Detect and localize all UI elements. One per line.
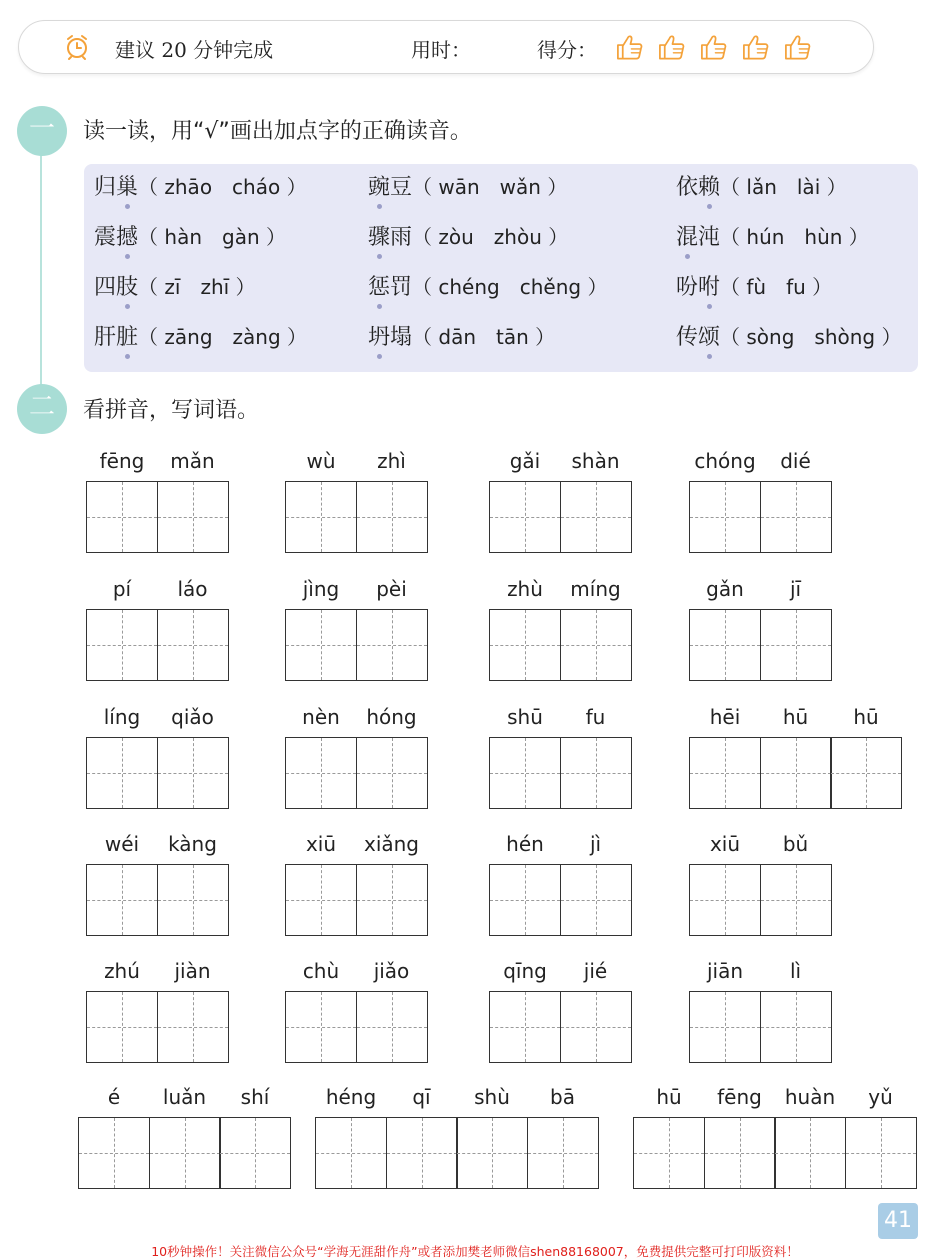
writing-grid-cell[interactable] (78, 1117, 150, 1189)
pronunciation-box (84, 164, 918, 372)
writing-grid-cell[interactable] (285, 737, 357, 809)
thumbs-up-icon[interactable] (783, 32, 812, 62)
word-char: 豌 (368, 170, 390, 201)
header-bar (18, 20, 874, 74)
writing-grid-cell[interactable] (157, 991, 229, 1063)
word-char: 雨 (390, 225, 413, 250)
writing-grid-cell[interactable] (704, 1117, 776, 1189)
writing-grid-cell[interactable] (489, 481, 561, 553)
pinyin-syllable: mǎn (170, 449, 215, 473)
writing-grid-cell[interactable] (157, 609, 229, 681)
writing-grid-cell[interactable] (86, 864, 158, 936)
pinyin-options[interactable]: （ hún hùn ） (720, 225, 869, 249)
pinyin-syllable: yǔ (868, 1085, 893, 1109)
pinyin-syllable: líng (103, 705, 141, 729)
pinyin-syllable: hū (656, 1085, 682, 1109)
writing-grid-cell[interactable] (760, 481, 832, 553)
pinyin-options[interactable]: （ zī zhī ） (138, 275, 256, 299)
writing-grid-cell[interactable] (489, 737, 561, 809)
pronunciation-item (94, 270, 256, 301)
word-char: 惩 (368, 270, 390, 301)
pinyin-syllable: gǎi (509, 449, 541, 473)
writing-grid-cell[interactable] (760, 609, 832, 681)
pinyin-syllable: shū (507, 705, 543, 729)
word-char: 咐 (698, 270, 720, 301)
pinyin-syllable: qiǎo (171, 705, 214, 729)
writing-grid-cell[interactable] (285, 864, 357, 936)
pronunciation-item (368, 270, 607, 301)
thumbs-up-icon[interactable] (657, 32, 686, 62)
pinyin-syllable: zhú (104, 959, 140, 983)
pinyin-syllable: gǎn (706, 577, 744, 601)
writing-grid-cell[interactable] (356, 737, 428, 809)
pinyin-syllable: shàn (571, 449, 620, 473)
pinyin-syllable: hēi (709, 705, 741, 729)
section2-title: 看拼音，写词语。 (83, 398, 260, 423)
word-char: 赖 (698, 170, 720, 201)
writing-grid-cell[interactable] (689, 609, 761, 681)
pinyin-options[interactable]: （ lǎn lài ） (720, 175, 847, 199)
pinyin-syllable: jiǎo (373, 959, 410, 983)
writing-grid-cell[interactable] (356, 481, 428, 553)
pinyin-syllable: láo (177, 577, 208, 601)
word-char: 依 (676, 175, 699, 200)
writing-grid-cell[interactable] (689, 481, 761, 553)
writing-grid-cell[interactable] (489, 864, 561, 936)
emphasis-dot (707, 204, 712, 209)
word-char: 塌 (390, 325, 413, 350)
pinyin-syllable: fēng (99, 449, 145, 473)
word-char: 罚 (390, 275, 413, 300)
writing-grid-cell[interactable] (86, 609, 158, 681)
word-char: 传 (676, 325, 699, 350)
pronunciation-item (676, 320, 901, 351)
writing-grid-cell[interactable] (86, 481, 158, 553)
writing-grid-cell[interactable] (560, 737, 632, 809)
word-char: 肢 (116, 270, 138, 301)
pinyin-syllable: qī (412, 1085, 431, 1109)
writing-grid-cell[interactable] (219, 1117, 291, 1189)
emphasis-dot (685, 254, 690, 259)
emphasis-dot (377, 354, 382, 359)
writing-grid-cell[interactable] (830, 737, 902, 809)
word-char: 沌 (698, 225, 721, 250)
thumbs-up-icon[interactable] (699, 32, 728, 62)
footer-note: 10秒钟操作！关注微信公众号“学海无涯甜作舟”或者添加樊老师微信shen88168007，免费提供完整可打印版资料！ (151, 1244, 799, 1259)
pinyin-syllable: fēng (717, 1085, 762, 1109)
pronunciation-item (676, 220, 869, 251)
pinyin-syllable: huàn (784, 1085, 836, 1109)
writing-grid-cell[interactable] (285, 609, 357, 681)
pinyin-options[interactable]: （ zhāo cháo ） (138, 175, 307, 199)
word-char: 坍 (368, 320, 390, 351)
emphasis-dot (125, 354, 130, 359)
writing-grid-cell[interactable] (356, 991, 428, 1063)
alarm-clock-icon (63, 33, 91, 61)
pinyin-syllable: jiān (706, 959, 744, 983)
writing-grid-cell[interactable] (760, 991, 832, 1063)
thumbs-up-icon[interactable] (615, 32, 644, 62)
writing-grid-cell[interactable] (560, 481, 632, 553)
writing-grid-cell[interactable] (386, 1117, 458, 1189)
writing-grid-cell[interactable] (689, 991, 761, 1063)
pronunciation-item (94, 220, 286, 251)
pinyin-syllable: jī (789, 577, 802, 601)
section-connector-line (40, 152, 42, 392)
emphasis-dot (377, 254, 382, 259)
pinyin-syllable: wù (306, 449, 336, 473)
pinyin-syllable: hū (853, 705, 879, 729)
writing-grid-cell[interactable] (689, 864, 761, 936)
pinyin-syllable: qīng (503, 959, 547, 983)
pinyin-options[interactable]: （ wān wǎn ） (412, 175, 568, 199)
score-thumbs (615, 32, 812, 62)
pinyin-options[interactable]: （ zāng zàng ） (138, 325, 307, 349)
pinyin-syllable: dié (780, 449, 811, 473)
pinyin-syllable: hóng (366, 705, 417, 729)
pronunciation-item (676, 270, 832, 301)
writing-grid-cell[interactable] (689, 737, 761, 809)
pinyin-options[interactable]: （ fù fu ） (720, 275, 833, 299)
pronunciation-item (94, 320, 307, 351)
emphasis-dot (125, 254, 130, 259)
writing-grid-cell[interactable] (157, 737, 229, 809)
time-used-label: 用时： (411, 38, 471, 62)
writing-grid-cell[interactable] (315, 1117, 387, 1189)
writing-grid-cell[interactable] (285, 481, 357, 553)
pinyin-syllable: hén (506, 832, 544, 856)
pinyin-syllable: jì (589, 832, 602, 856)
pinyin-options[interactable]: （ sòng shòng ） (720, 325, 902, 349)
pinyin-syllable: é (107, 1085, 121, 1109)
pinyin-syllable: kàng (168, 832, 217, 856)
pinyin-syllable: jìng (302, 577, 340, 601)
pinyin-syllable: shí (240, 1085, 270, 1109)
emphasis-dot (125, 204, 130, 209)
writing-grid-cell[interactable] (560, 609, 632, 681)
pinyin-options[interactable]: （ zòu zhòu ） (412, 225, 569, 249)
pinyin-syllable: pèi (376, 577, 407, 601)
word-char: 吩 (676, 275, 699, 300)
writing-grid-cell[interactable] (285, 991, 357, 1063)
emphasis-dot (377, 304, 382, 309)
score-label: 得分： (537, 38, 597, 62)
pinyin-syllable: luǎn (162, 1085, 207, 1109)
word-char: 撼 (116, 220, 138, 251)
writing-grid-cell[interactable] (86, 991, 158, 1063)
pinyin-syllable: zhù (507, 577, 543, 601)
pinyin-options[interactable]: （ dān tān ） (412, 325, 556, 349)
writing-grid-cell[interactable] (356, 609, 428, 681)
writing-grid-cell[interactable] (489, 609, 561, 681)
emphasis-dot (707, 304, 712, 309)
pronunciation-item (368, 320, 555, 351)
pronunciation-item (676, 170, 847, 201)
pinyin-syllable: xiū (709, 832, 741, 856)
writing-grid-cell[interactable] (774, 1117, 846, 1189)
writing-grid-cell[interactable] (456, 1117, 528, 1189)
word-char: 颂 (698, 320, 720, 351)
word-char: 脏 (116, 320, 138, 351)
pinyin-syllable: míng (570, 577, 621, 601)
writing-grid-cell[interactable] (527, 1117, 599, 1189)
word-char: 骤 (368, 220, 390, 251)
section1-title: 读一读，用“√”画出加点字的正确读音。 (83, 119, 472, 144)
section1-number: 一 (17, 106, 67, 156)
pinyin-syllable: pí (112, 577, 132, 601)
thumbs-up-icon[interactable] (741, 32, 770, 62)
pinyin-syllable: jiàn (174, 959, 211, 983)
word-char: 豆 (390, 175, 413, 200)
pronunciation-item (368, 220, 568, 251)
writing-grid-cell[interactable] (149, 1117, 221, 1189)
page-number: 41 (878, 1203, 918, 1239)
pinyin-syllable: hū (782, 705, 809, 729)
writing-grid-cell[interactable] (157, 481, 229, 553)
pinyin-syllable: xiǎng (363, 832, 420, 856)
word-char: 震 (94, 225, 117, 250)
pinyin-syllable: fu (585, 705, 606, 729)
writing-grid-cell[interactable] (633, 1117, 705, 1189)
word-char: 混 (676, 220, 698, 251)
word-char: 归 (94, 175, 117, 200)
emphasis-dot (125, 304, 130, 309)
word-char: 四 (94, 275, 117, 300)
writing-grid-cell[interactable] (86, 737, 158, 809)
pinyin-syllable: xiū (305, 832, 337, 856)
pinyin-options[interactable]: （ hàn gàn ） (138, 225, 286, 249)
writing-grid-cell[interactable] (760, 737, 832, 809)
writing-grid-cell[interactable] (560, 991, 632, 1063)
pinyin-syllable: jié (583, 959, 608, 983)
writing-grid-cell[interactable] (356, 864, 428, 936)
pinyin-syllable: zhì (377, 449, 406, 473)
pinyin-syllable: héng (325, 1085, 377, 1109)
writing-grid-cell[interactable] (489, 991, 561, 1063)
pronunciation-item (368, 170, 567, 201)
suggested-time: 建议 20 分钟完成 (115, 38, 274, 62)
pinyin-syllable: nèn (302, 705, 340, 729)
writing-grid-cell[interactable] (760, 864, 832, 936)
pinyin-syllable: chóng (694, 449, 756, 473)
writing-grid-cell[interactable] (157, 864, 229, 936)
emphasis-dot (707, 354, 712, 359)
pinyin-syllable: bǔ (782, 832, 809, 856)
word-char: 肝 (94, 325, 117, 350)
emphasis-dot (377, 204, 382, 209)
pinyin-syllable: shù (474, 1085, 510, 1109)
pinyin-syllable: lì (789, 959, 802, 983)
writing-grid-cell[interactable] (845, 1117, 917, 1189)
word-char: 巢 (116, 170, 138, 201)
section2-number: 二 (17, 384, 67, 434)
pinyin-syllable: bā (550, 1085, 575, 1109)
pinyin-options[interactable]: （ chéng chěng ） (412, 275, 608, 299)
pinyin-syllable: wéi (104, 832, 140, 856)
writing-grid-cell[interactable] (560, 864, 632, 936)
pinyin-syllable: chù (302, 959, 340, 983)
pronunciation-item (94, 170, 307, 201)
